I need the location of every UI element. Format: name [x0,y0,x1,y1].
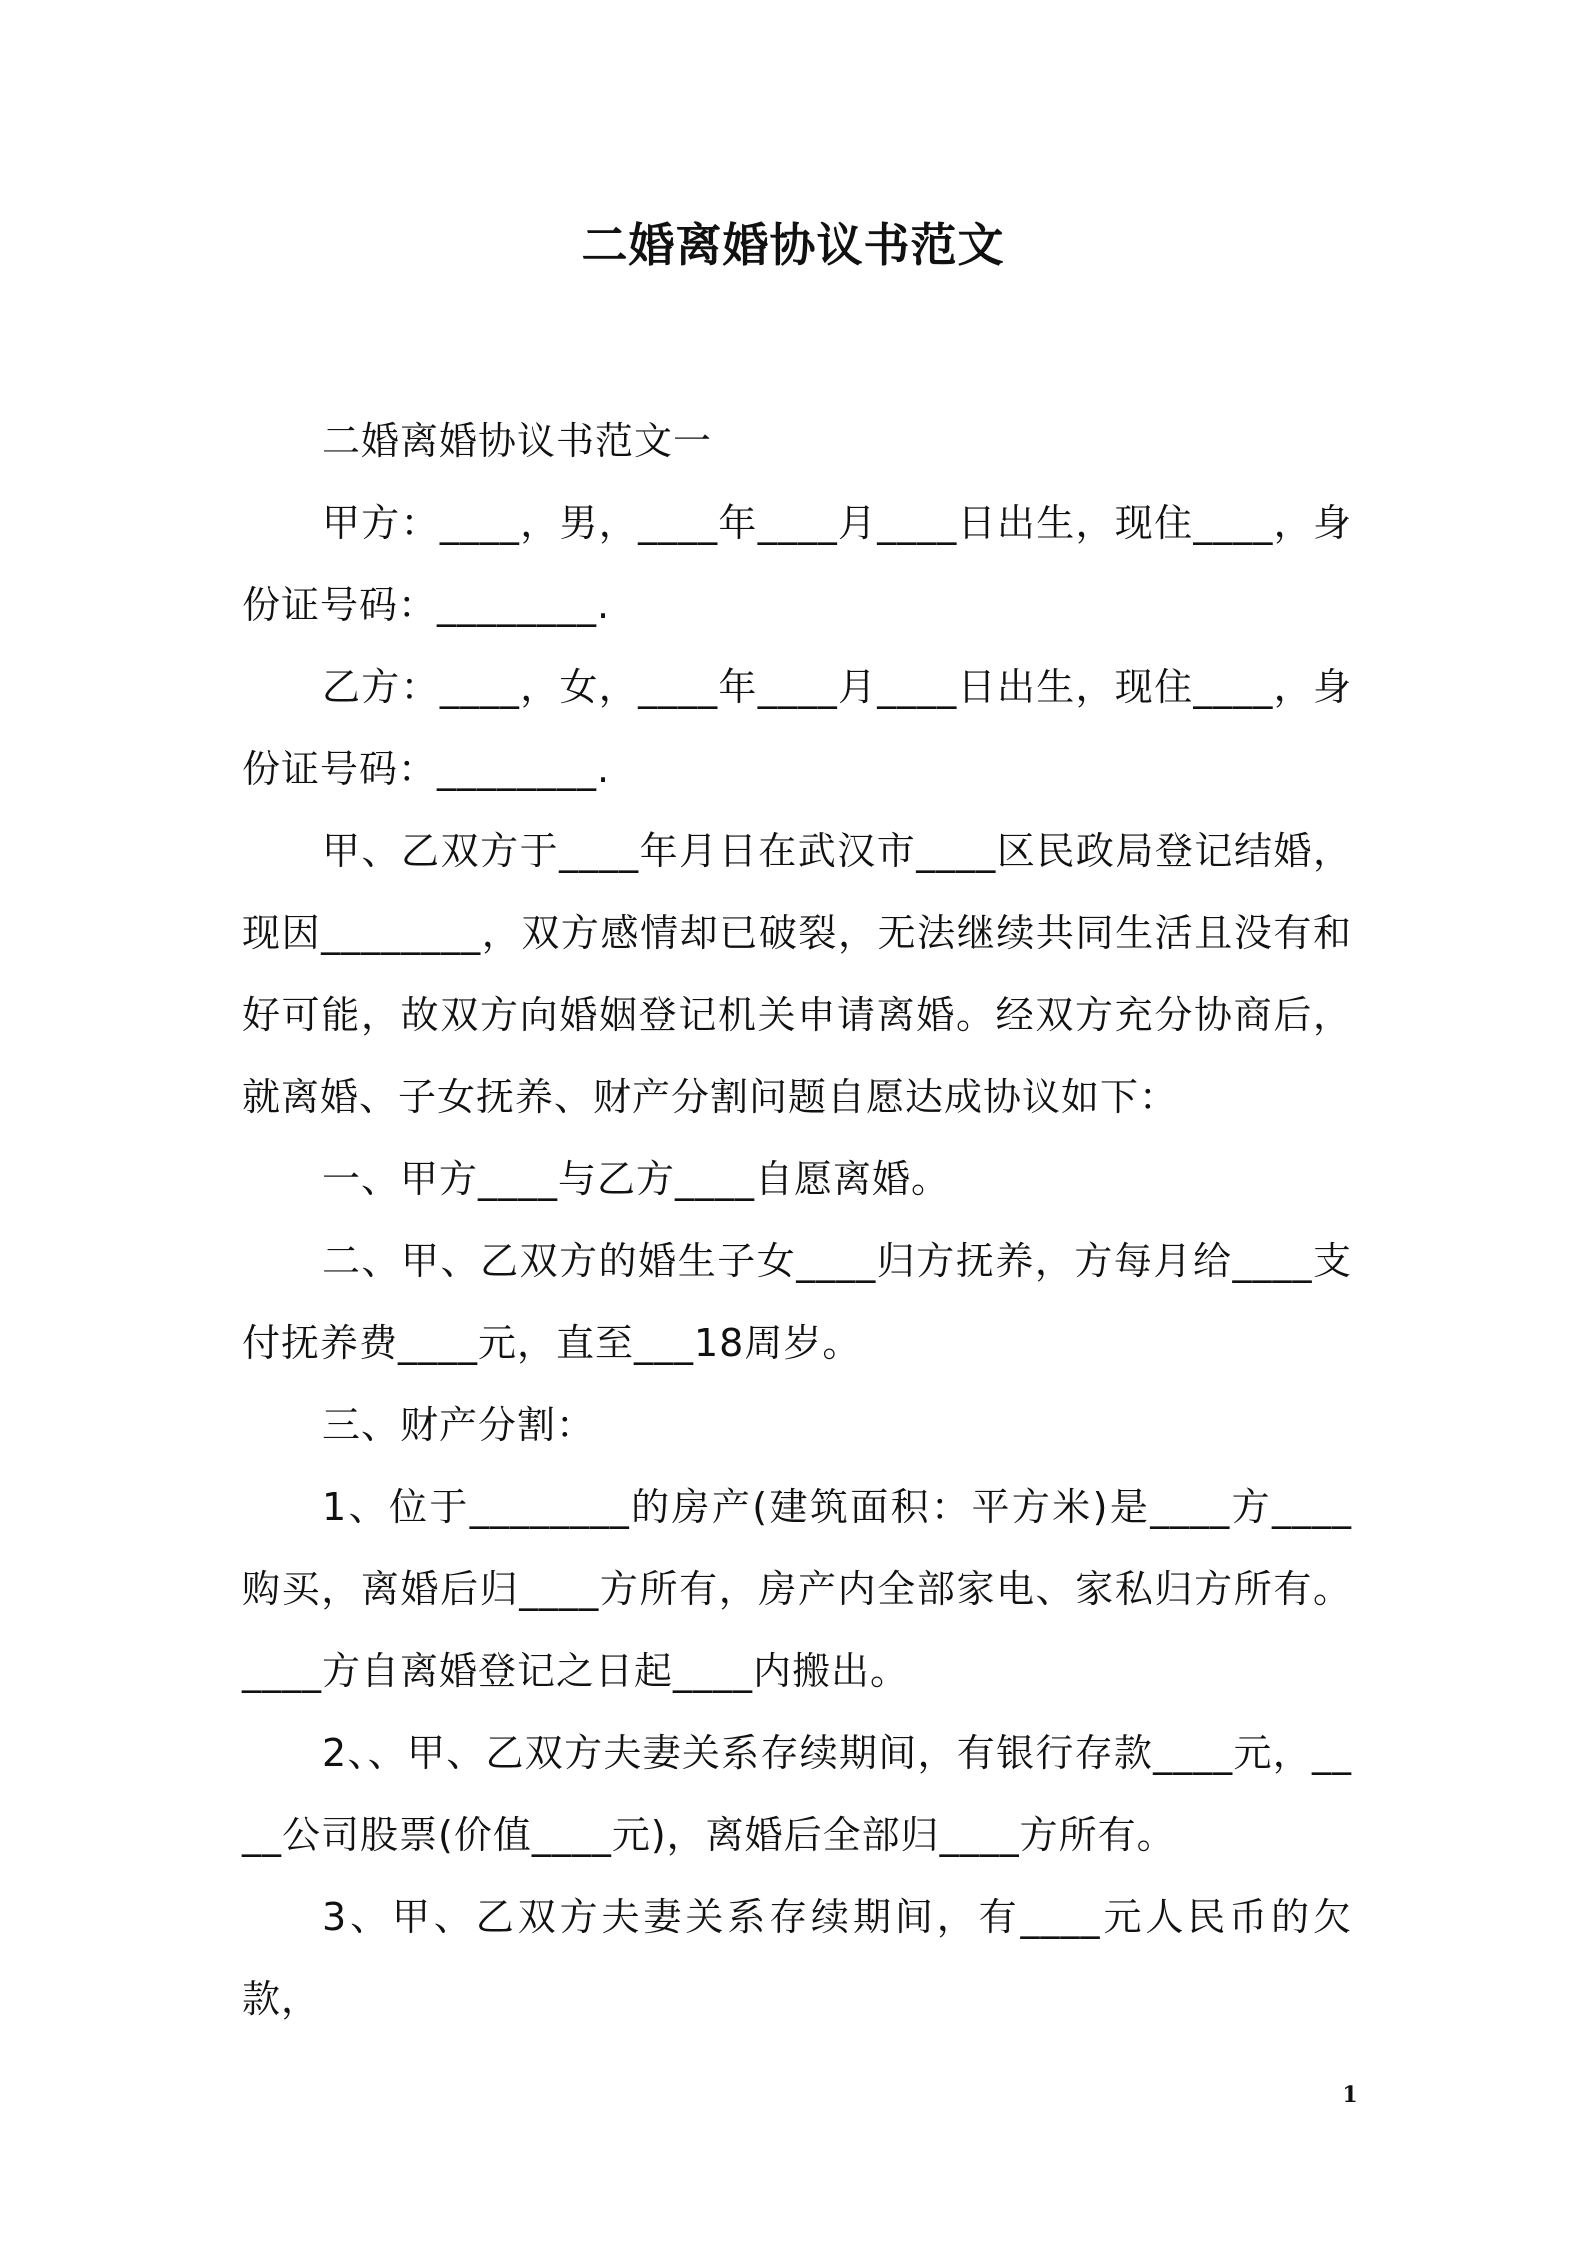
party-b-paragraph: 乙方：____，女，____年____月____日出生，现住____，身份证号码：________. [242,665,1352,791]
document-title: 二婚离婚协议书范文 [581,218,1005,272]
page-number: 1 [1342,2082,1358,2108]
clause-divorce: 一、甲方____与乙方____自愿离婚。 [322,1157,951,1201]
clause-property-heading: 三、财产分割： [322,1403,596,1447]
clause-debt: 3、甲、乙双方夫妻关系存续期间，有____元人民币的欠款， [242,1895,1352,2021]
party-a-paragraph: 甲方：____，男，____年____月____日出生，现住____，身份证号码：________. [242,501,1352,627]
document-body [242,400,1352,2040]
marriage-background-paragraph: 甲、乙双方于____年月日在武汉市____区民政局登记结婚，现因________，双方感情却已破裂，无法继续共同生活且没有和好可能，故双方向婚姻登记机关申请离婚。经双方充分协商后，就离婚、子女抚养、财产分割问题自愿达成协议如下： [242,829,1352,1119]
clause-child-support: 二、甲、乙双方的婚生子女____归方抚养，方每月给____支付抚养费____元，直至___18周岁。 [242,1239,1352,1365]
clause-property-house: 1、位于________的房产(建筑面积：平方米)是____方____购买，离婚后归____方所有，房产内全部家电、家私归方所有。____方自离婚登记之日起____内搬出。 [242,1485,1352,1693]
clause-property-savings: 2、、甲、乙双方夫妻关系存续期间，有银行存款____元，____公司股票(价值____元)，离婚后全部归____方所有。 [242,1731,1352,1857]
section-heading: 二婚离婚协议书范文一 [322,419,713,463]
